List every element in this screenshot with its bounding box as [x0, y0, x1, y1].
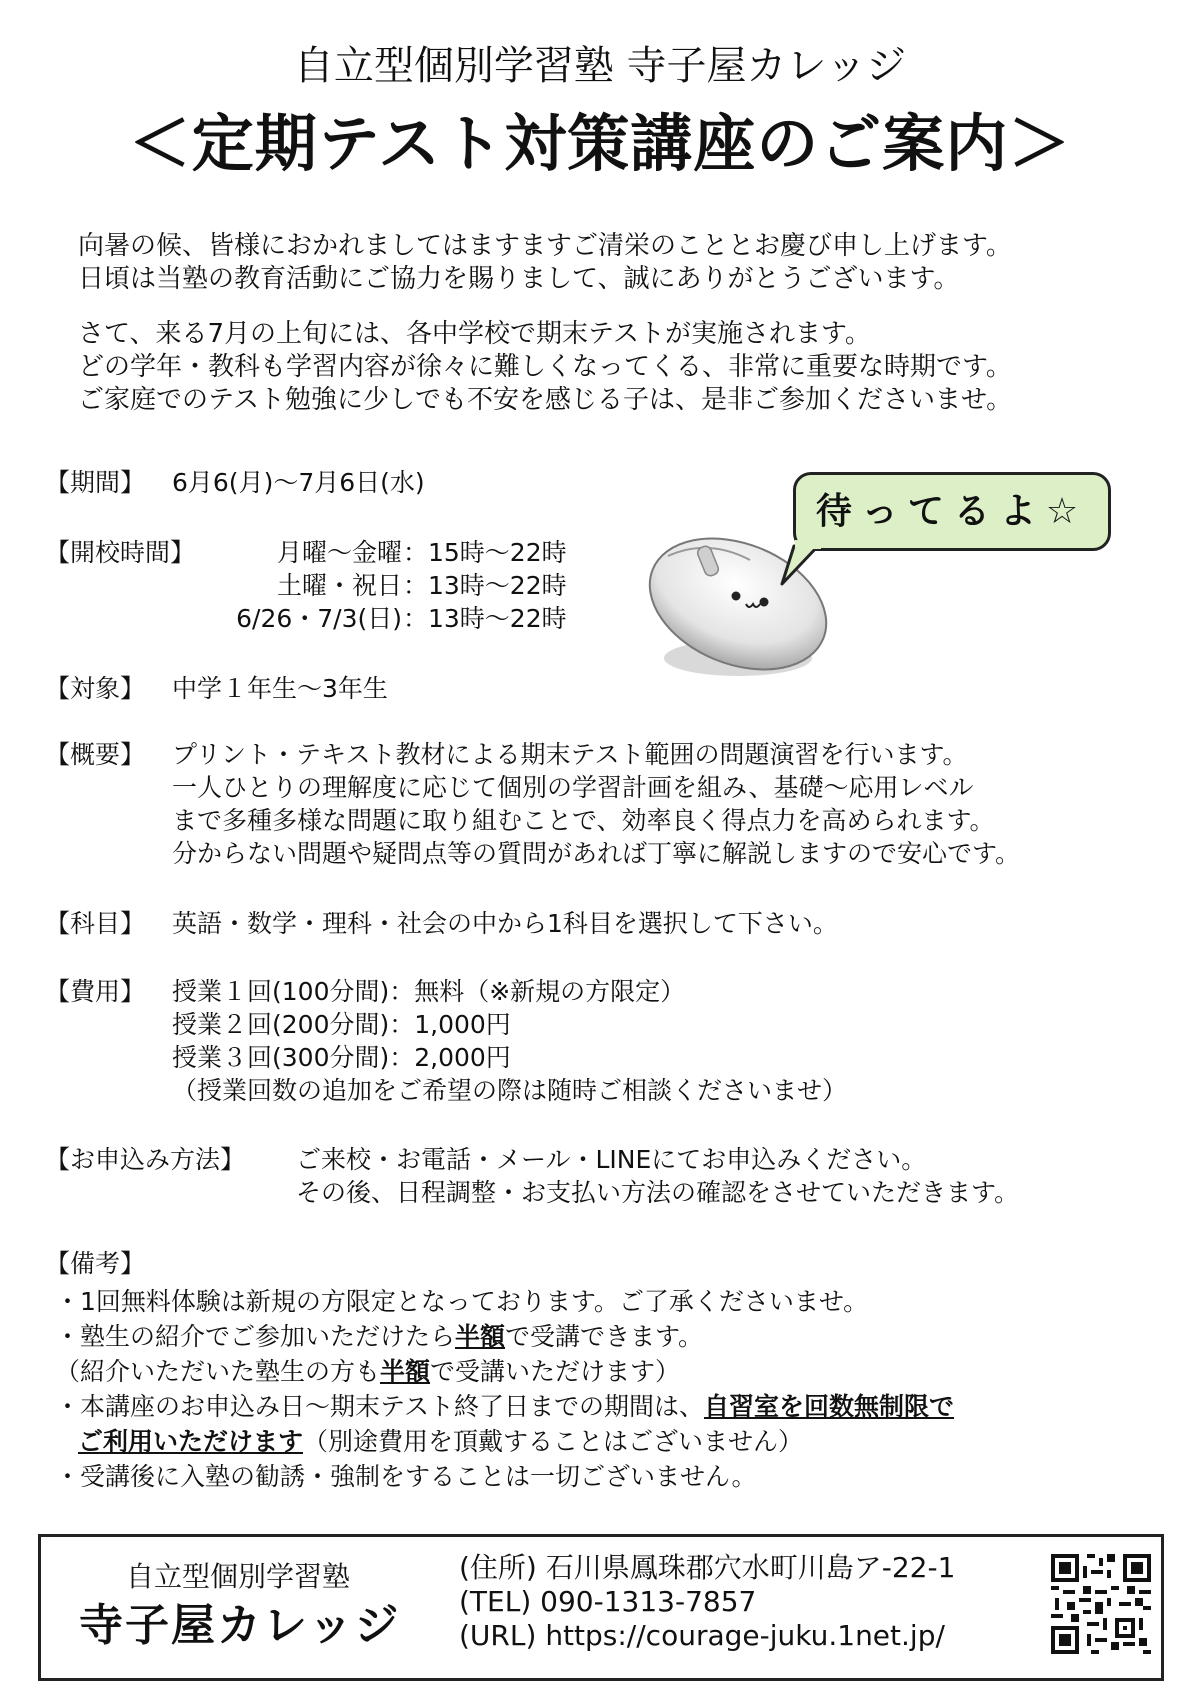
footer-subtitle: 自立型個別学習塾 — [126, 1560, 351, 1593]
study-room-emphasis: ご利用いただけます — [78, 1427, 304, 1456]
speech-bubble-tail — [780, 540, 830, 590]
note-referrer: （紹介いただいた塾生の方も半額で受講いただけます） — [55, 1357, 681, 1386]
page-title: ＜定期テスト対策講座のご案内＞ — [128, 107, 1072, 180]
apply-lines: ご来校・お電話・メール・LINEにてお申込みください。 その後、日程調整・お支払い方法の確認をさせていただきます。 — [296, 1145, 1020, 1207]
hours-label: 【開校時間】 — [45, 538, 196, 567]
period-label: 【期間】 — [45, 468, 146, 497]
target-value: 中学１年生～3年生 — [172, 674, 388, 703]
tel-number[interactable]: 090-1313-7857 — [540, 1585, 757, 1618]
period-value: 6月6(月)～7月6日(水) — [172, 468, 425, 497]
hours-days: 月曜～金曜 土曜・祝日 6/26・7/3(日) — [236, 538, 402, 633]
subject-value: 英語・数学・理科・社会の中から1科目を選択して下さい。 — [172, 909, 838, 938]
footer-school-name: 寺子屋カレッジ — [79, 1600, 401, 1651]
half-price-emphasis: 半額 — [455, 1322, 506, 1351]
contact-footer — [38, 1534, 1164, 1681]
school-subtitle: 自立型個別学習塾 寺子屋カレッジ — [293, 43, 907, 89]
footer-url: (URL) https://courage-juku.1net.jp/ — [459, 1619, 945, 1652]
fee-label: 【費用】 — [45, 977, 146, 1006]
target-label: 【対象】 — [45, 674, 146, 703]
fee-lines: 授業１回(100分間)：無料（※新規の方限定） 授業２回(200分間)：1,000円 授業３回(300分間)：2,000円 （授業回数の追加をご希望の際は随時ご相談くださいませ） — [172, 977, 848, 1105]
half-price-emphasis: 半額 — [380, 1357, 431, 1386]
note-referral: ・塾生の紹介でご参加いただけたら半額で受講できます。 — [55, 1322, 704, 1351]
overview-text: プリント・テキスト教材による期末テスト範囲の問題演習を行います。 一人ひとりの理解度に応じて個別の学習計画を組み、基礎～応用レベル まで多種多様な問題に取り組むことで、効率良く得点力を高められます。 分からない問題や疑問点等の質問があれば丁寧に解説しますので安心です。 — [172, 740, 1021, 868]
hours-times: ：15時～22時 ：13時～22時 ：13時～22時 — [403, 538, 567, 633]
note-no-pressure: ・受講後に入塾の勧誘・強制をすることは一切ございません。 — [55, 1462, 757, 1491]
study-room-emphasis: 自習室を回数無制限で — [704, 1392, 955, 1421]
speech-bubble — [793, 472, 1111, 551]
note-free-trial: ・1回無料体験は新規の方限定となっております。ご了承くださいませ。 — [55, 1287, 869, 1316]
greeting-paragraph: 向暑の候、皆様におかれましてはますますご清栄のこととお慶び申し上げます。 日頃は当塾の教育活動にご協力を賜りまして、誠にありがとうございます。 — [78, 231, 1012, 294]
website-link[interactable]: https://courage-juku.1net.jp/ — [545, 1619, 945, 1652]
footer-address: (住所) 石川県鳳珠郡穴水町川島ア-22-1 — [459, 1551, 956, 1584]
notice-paragraph: さて、来る7月の上旬には、各中学校で期末テストが実施されます。 どの学年・教科も学習内容が徐々に難しくなってくる、非常に重要な時期です。 ご家庭でのテスト勉強に少しでも不安を感じる子は、是非ご参加くださいませ。 — [78, 319, 1013, 415]
speech-bubble-text: 待ってるよ☆ — [815, 491, 1089, 532]
qr-code-icon[interactable] — [1051, 1554, 1151, 1654]
footer-tel: (TEL) 090-1313-7857 — [459, 1585, 757, 1618]
subject-label: 【科目】 — [45, 909, 146, 938]
overview-label: 【概要】 — [45, 740, 146, 769]
apply-label: 【お申込み方法】 — [45, 1145, 246, 1174]
note-study-room: ・本講座のお申込み日～期末テスト終了日までの期間は、自習室を回数無制限で — [55, 1392, 955, 1421]
notes-label: 【備考】 — [45, 1249, 146, 1278]
note-study-room-cont: ご利用いただけます（別途費用を頂戴することはございません） — [78, 1427, 804, 1456]
